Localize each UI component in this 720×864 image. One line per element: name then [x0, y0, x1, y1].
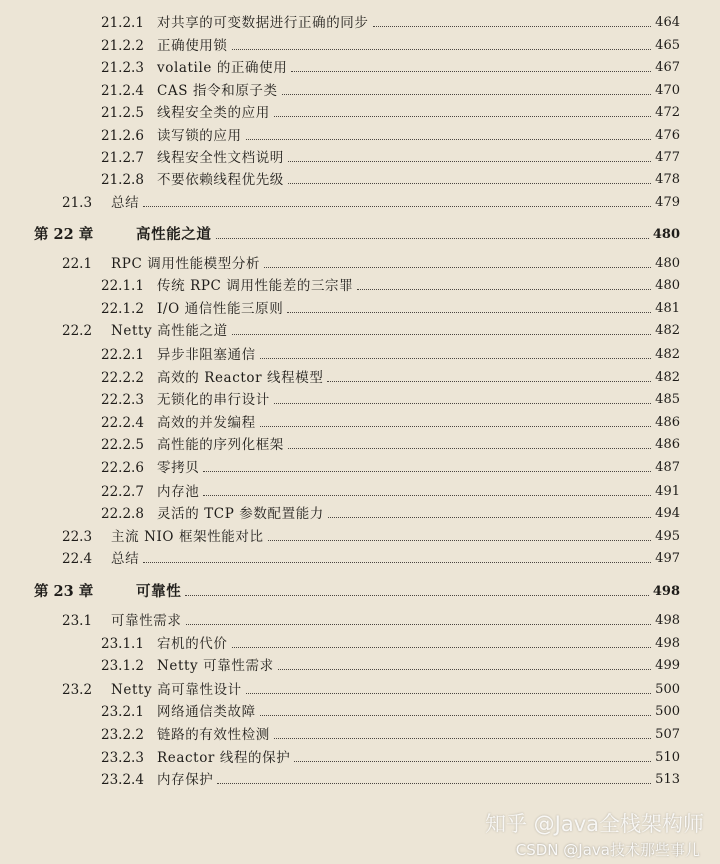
toc-entry [101, 54, 680, 76]
dot-leader [260, 715, 651, 716]
toc-entry-title: 读写锁的应用 [157, 128, 242, 144]
dot-leader [287, 312, 651, 313]
toc-entry-title: 线程安全性文档说明 [157, 150, 284, 166]
toc-entry-number: 22.1 [62, 256, 93, 272]
dot-leader [278, 669, 652, 670]
toc-entry-page: 477 [655, 150, 680, 165]
toc-entry-page: 500 [655, 704, 680, 719]
toc-entry-number: 22.4 [62, 551, 93, 567]
toc-entry-number: 22.2.7 [101, 484, 144, 500]
toc-entry-page: 486 [655, 415, 680, 430]
toc-entry-page: 480 [652, 227, 680, 242]
toc-entry-number: 22.2.1 [101, 347, 144, 363]
dot-leader [291, 71, 651, 72]
toc-entry-number: 22.2.3 [101, 392, 144, 408]
toc-entry-title: Reactor 线程的保护 [157, 750, 291, 766]
zhihu-watermark: 知乎 @Java全栈架构师 [484, 812, 704, 836]
toc-entry-number: 21.2.7 [101, 150, 144, 166]
toc-entry-page: 494 [655, 506, 680, 521]
toc-entry-title: 总结 [111, 551, 140, 567]
toc-entry-number: 23.2.4 [101, 772, 144, 788]
toc-entry [101, 166, 680, 188]
toc-entry-title: Netty 高性能之道 [111, 323, 228, 339]
toc-entry-title: 高性能的序列化框架 [157, 437, 284, 453]
toc-entry [101, 272, 680, 294]
toc-entry [62, 250, 680, 272]
dot-leader [373, 26, 652, 27]
dot-leader [246, 139, 652, 140]
toc-entry-page: 491 [655, 484, 680, 499]
toc-entry-page: 479 [655, 195, 680, 210]
toc-entry-page: 513 [655, 772, 680, 787]
toc-entry-page: 478 [655, 172, 680, 187]
dot-leader [232, 49, 652, 50]
toc-entry-page: 499 [655, 658, 680, 673]
toc-entry-number: 22.2 [62, 323, 93, 339]
dot-leader [288, 448, 651, 449]
toc-entry [34, 221, 680, 243]
toc-entry-title: 高效的并发编程 [157, 415, 256, 431]
toc-entry [101, 32, 680, 54]
dot-leader [216, 238, 649, 239]
toc-entry-page: 480 [655, 278, 680, 293]
toc-entry-page: 465 [655, 38, 680, 53]
toc-entry-number: 21.2.3 [101, 60, 144, 76]
dot-leader [327, 381, 651, 382]
toc-entry-title: 主流 NIO 框架性能对比 [111, 529, 264, 545]
dot-leader [288, 161, 651, 162]
toc-entry-page: 495 [655, 529, 680, 544]
toc-entry-title: volatile 的正确使用 [157, 60, 288, 76]
toc-entry-title: 可靠性需求 [111, 613, 182, 629]
toc-entry [101, 744, 680, 766]
toc-entry-number: 22.3 [62, 529, 93, 545]
dot-leader [217, 783, 651, 784]
dot-leader [203, 495, 651, 496]
toc-entry-number: 21.2.5 [101, 105, 144, 121]
toc-entry-page: 467 [655, 60, 680, 75]
csdn-watermark: CSDN @Java技术那些事儿 [515, 841, 700, 859]
toc-entry-title: 高效的 Reactor 线程模型 [157, 370, 324, 386]
toc-entry-number: 23.1 [62, 613, 93, 629]
dot-leader [143, 206, 651, 207]
toc-entry-number: 第 23 章 [34, 583, 94, 600]
dot-leader [294, 761, 651, 762]
dot-leader [143, 562, 651, 563]
toc-entry-page: 507 [655, 727, 680, 742]
toc-entry-title: 零拷贝 [157, 460, 200, 476]
dot-leader [246, 693, 651, 694]
toc-entry [34, 578, 680, 600]
dot-leader [288, 183, 651, 184]
toc-entry [101, 500, 680, 522]
toc-entry [62, 523, 680, 545]
toc-entry-title: 内存池 [157, 484, 200, 500]
toc-entry-title: 无锁化的串行设计 [157, 392, 270, 408]
toc-entry-number: 22.2.2 [101, 370, 144, 386]
toc-entry-title: 内存保护 [157, 772, 214, 788]
toc-entry-title: 传统 RPC 调用性能差的三宗罪 [157, 278, 354, 294]
dot-leader [264, 267, 651, 268]
toc-entry-number: 23.2.2 [101, 727, 144, 743]
toc-entry [101, 409, 680, 431]
toc-entry-number: 23.2.1 [101, 704, 144, 720]
toc-entry [62, 189, 680, 211]
toc-entry [62, 676, 680, 698]
toc-entry [101, 122, 680, 144]
toc-entry-number: 22.1.2 [101, 301, 144, 317]
toc-entry-page: 482 [655, 347, 680, 362]
toc-entry-number: 22.2.5 [101, 437, 144, 453]
toc-entry-page: 472 [655, 105, 680, 120]
toc-entry [101, 766, 680, 788]
toc-entry-number: 22.2.8 [101, 506, 144, 522]
toc-entry-number: 21.2.1 [101, 15, 144, 31]
toc-entry-number: 23.2 [62, 682, 93, 698]
toc-entry [101, 630, 680, 652]
toc-entry-number: 21.2.6 [101, 128, 144, 144]
toc-entry [101, 721, 680, 743]
toc-entry-number: 21.3 [62, 195, 93, 211]
toc-entry-page: 498 [655, 613, 680, 628]
toc-entry-number: 21.2.2 [101, 38, 144, 54]
toc-entry-page: 498 [655, 636, 680, 651]
toc-entry-number: 21.2.4 [101, 83, 144, 99]
toc-entry-title: 总结 [111, 195, 140, 211]
toc-entry-page: 482 [655, 323, 680, 338]
toc-entry-title: RPC 调用性能模型分析 [111, 256, 261, 272]
toc-entry-title: 宕机的代价 [157, 636, 228, 652]
toc-entry-title: 不要依赖线程优先级 [157, 172, 284, 188]
toc-entry [101, 431, 680, 453]
toc-entry-page: 464 [655, 15, 680, 30]
toc-entry [101, 9, 680, 31]
toc-entry [101, 698, 680, 720]
toc-entry-page: 485 [655, 392, 680, 407]
toc-entry-number: 第 22 章 [34, 226, 94, 243]
toc-entry-title: I/O 通信性能三原则 [157, 301, 284, 317]
toc-entry [62, 607, 680, 629]
toc-entry-number: 22.1.1 [101, 278, 144, 294]
dot-leader [186, 624, 652, 625]
toc-entry [101, 99, 680, 121]
toc-entry [101, 144, 680, 166]
toc-entry-title: 线程安全类的应用 [157, 105, 270, 121]
toc-entry [101, 364, 680, 386]
dot-leader [274, 738, 651, 739]
toc-entry-title: 对共享的可变数据进行正确的同步 [157, 15, 369, 31]
toc-entry-number: 23.2.3 [101, 750, 144, 766]
toc-entry-number: 22.2.4 [101, 415, 144, 431]
toc-entry-page: 470 [655, 83, 680, 98]
toc-entry [101, 386, 680, 408]
toc-entry-page: 498 [652, 584, 680, 599]
toc-entry-title: Netty 高可靠性设计 [111, 682, 242, 698]
toc-entry-title: CAS 指令和原子类 [157, 83, 278, 99]
toc-entry-title: 正确使用锁 [157, 38, 228, 54]
toc-entry [101, 454, 680, 476]
toc-entry-number: 21.2.8 [101, 172, 144, 188]
toc-entry [101, 295, 680, 317]
toc-entry [101, 341, 680, 363]
toc-entry-number: 22.2.6 [101, 460, 144, 476]
toc-entry-number: 23.1.1 [101, 636, 144, 652]
toc-entry-page: 500 [655, 682, 680, 697]
dot-leader [203, 471, 651, 472]
dot-leader [260, 426, 651, 427]
dot-leader [185, 595, 649, 596]
toc-entry-title: 可靠性 [136, 583, 182, 600]
toc-entry [62, 317, 680, 339]
dot-leader [282, 94, 652, 95]
toc-entry-page: 482 [655, 370, 680, 385]
dot-leader [268, 540, 652, 541]
toc-entry [62, 545, 680, 567]
toc-entry-page: 487 [655, 460, 680, 475]
toc-entry-title: 链路的有效性检测 [157, 727, 270, 743]
toc-entry-title: Netty 可靠性需求 [157, 658, 274, 674]
toc-entry [101, 478, 680, 500]
dot-leader [328, 517, 651, 518]
toc-entry-title: 灵活的 TCP 参数配置能力 [157, 506, 324, 522]
dot-leader [274, 116, 651, 117]
dot-leader [260, 358, 651, 359]
toc-entry-number: 23.1.2 [101, 658, 144, 674]
toc-entry-title: 异步非阻塞通信 [157, 347, 256, 363]
toc-entry-page: 476 [655, 128, 680, 143]
toc-entry-page: 497 [655, 551, 680, 566]
toc-entry-page: 481 [655, 301, 680, 316]
toc-entry-page: 510 [655, 750, 680, 765]
toc-entry [101, 652, 680, 674]
dot-leader [232, 647, 652, 648]
dot-leader [232, 334, 652, 335]
toc-entry-page: 480 [655, 256, 680, 271]
dot-leader [274, 403, 651, 404]
dot-leader [357, 289, 651, 290]
toc-entry-title: 网络通信类故障 [157, 704, 256, 720]
toc-entry-title: 高性能之道 [136, 226, 212, 243]
toc-entry-page: 486 [655, 437, 680, 452]
toc-entry [101, 77, 680, 99]
